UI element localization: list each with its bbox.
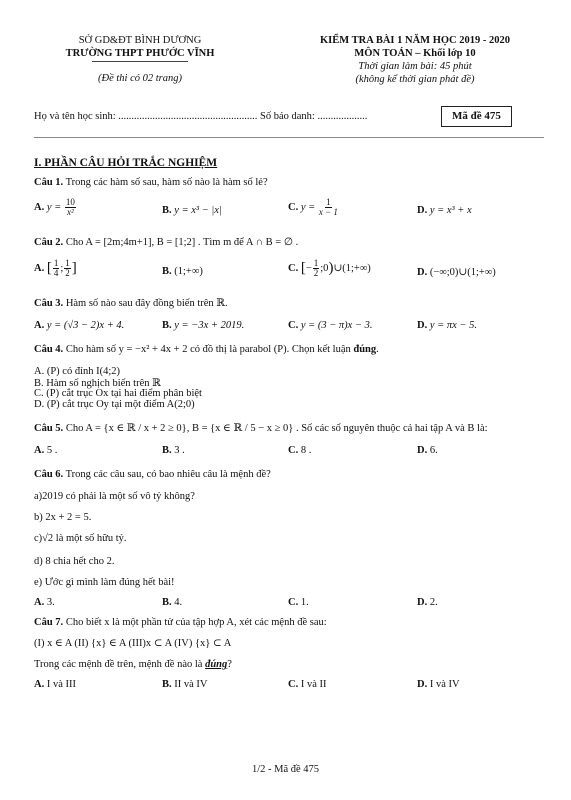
q6-option-b: B. 4.	[162, 597, 183, 608]
q6-item-a: a)2019 có phải là một số vô tỷ không?	[34, 491, 195, 502]
question-5	[34, 422, 488, 434]
q3-label: Câu 3.	[34, 298, 64, 309]
q2-label: Câu 2.	[34, 237, 64, 248]
q2-option-a: A. [ $\frac{1}{4}$ ; $\frac{1}{2}$ ]	[34, 258, 77, 278]
q7-label: Câu 7.	[34, 617, 64, 628]
header-divider	[34, 137, 544, 138]
q1-label: Câu 1.	[34, 177, 64, 188]
q6-item-d: d) 8 chia hết cho 2.	[34, 556, 115, 567]
q7-option-b: B. II và IV	[162, 679, 208, 690]
q7-text: Cho biết x là một phần tử của tập hợp A, xét các mệnh đề sau:	[65, 617, 327, 628]
q6-option-c: C. 1.	[288, 597, 309, 608]
q6-item-c: c)√2 là một số hữu tỷ.	[34, 533, 127, 544]
q1-text: Trong các hàm số sau, hàm số nào là hàm số lẻ?	[65, 177, 268, 188]
q6-text: Trong các câu sau, có bao nhiêu câu là mệnh đề?	[65, 469, 271, 480]
exam-title: KIỂM TRA BÀI 1 NĂM HỌC 2019 - 2020	[320, 35, 510, 46]
exam-time: Thời gian làm bài: 45 phút	[358, 61, 472, 72]
q5-option-c: C. 8 .	[288, 445, 312, 456]
q2-text: Cho A = [2m;4m+1], B = [1;2] . Tìm m để A ∩ B = ∅ .	[65, 237, 299, 248]
q5-text: Cho A = {x ∈ ℝ / x + 2 ≥ 0}, B = {x ∈ ℝ / 5 − x ≥ 0} . Số các số nguyên thuộc cả hai tập A và B là:	[65, 423, 488, 434]
q6-item-e: e) Ước gì mình làm đúng hết bài!	[34, 577, 175, 588]
q3-option-c: C. y = (3 − π)x − 3.	[288, 320, 373, 331]
q6-item-b: b) 2x + 2 = 5.	[34, 512, 92, 523]
q3-option-a: A. y = (√3 − 2)x + 4.	[34, 320, 125, 331]
section-title: I. PHẦN CÂU HỎI TRẮC NGHIỆM	[34, 157, 218, 169]
header-right	[290, 34, 540, 86]
page-footer: 1/2 - Mã đề 475	[251, 764, 320, 775]
q6-option-a: A. 3.	[34, 597, 55, 608]
pages-note: (Đề thi có 02 trang)	[98, 73, 182, 84]
q7-option-d: D. I và IV	[417, 679, 460, 690]
q5-option-b: B. 3 .	[162, 445, 185, 456]
exam-code-box: Mã đề 475	[441, 106, 512, 127]
q4-option-c: C. (P) cắt trục Ox tại hai điểm phân biệt	[34, 388, 202, 399]
question-1	[34, 177, 268, 188]
header-left	[40, 34, 240, 85]
q6-label: Câu 6.	[34, 469, 64, 480]
question-4: Câu 4. Cho hàm số y = −x² + 4x + 2 có đồ thị là parabol (P). Chọn kết luận đúng.	[34, 344, 379, 355]
q7-prompt: Trong các mệnh đề trên, mệnh đề nào là đúng?	[34, 659, 232, 670]
question-7	[34, 617, 327, 628]
q6-option-d: D. 2.	[417, 597, 438, 608]
q2-option-d: D. (−∞;0)∪(1;+∞)	[417, 267, 496, 278]
q5-option-a: A. 5 .	[34, 445, 58, 456]
q7-statements: (I) x ∈ A (II) {x} ∈ A (III)x ⊂ A (IV) {x} ⊂ A	[34, 638, 232, 649]
q5-label: Câu 5.	[34, 423, 64, 434]
q3-option-d: D. y = πx − 5.	[417, 320, 477, 331]
q5-option-d: D. 6.	[417, 445, 438, 456]
q2-option-b: B. (1;+∞)	[162, 266, 203, 277]
q1-option-c: C. y = $\frac{1}{x - 1}$	[288, 197, 338, 217]
school-underline	[92, 61, 188, 62]
subject: MÔN TOÁN – Khối lớp 10	[354, 48, 476, 59]
department: SỞ GD&ĐT BÌNH DƯƠNG	[78, 35, 202, 46]
q2-option-c: C. [− $\frac{1}{2}$ ;0)∪(1;+∞)	[288, 258, 371, 278]
q4-option-a: A. (P) có đỉnh I(4;2)	[34, 366, 121, 377]
school-name: TRƯỜNG THPT PHƯỚC VĨNH	[65, 48, 215, 59]
q4-option-d: D. (P) cắt trục Oy tại một điểm A(2;0)	[34, 399, 195, 410]
time-note: (không kể thời gian phát đề)	[355, 74, 475, 85]
q1-option-b: B. y = x³ − |x|	[162, 205, 222, 216]
q3-text: Hàm số nào sau đây đồng biến trên ℝ.	[65, 298, 228, 309]
q3-option-b: B. y = −3x + 2019.	[162, 320, 245, 331]
student-info-line: Họ và tên học sinh: ..................................................... Số báo danh: ...................	[34, 111, 368, 122]
question-3	[34, 297, 228, 309]
q7-option-a: A. I và III	[34, 679, 76, 690]
q4-text: Cho hàm số y = −x² + 4x + 2 có đồ thị là parabol (P). Chọn kết luận	[65, 344, 351, 355]
q7-option-c: C. I và II	[288, 679, 327, 690]
q4-label: Câu 4.	[34, 344, 64, 355]
q1-option-d: D. y = x³ + x	[417, 205, 472, 216]
question-6	[34, 469, 271, 480]
q4-option-b: B. Hàm số nghịch biến trên ℝ	[34, 378, 161, 389]
q1-option-a: A. y = $\frac{10}{\text{x²}}$	[34, 197, 75, 217]
question-2	[34, 236, 298, 248]
